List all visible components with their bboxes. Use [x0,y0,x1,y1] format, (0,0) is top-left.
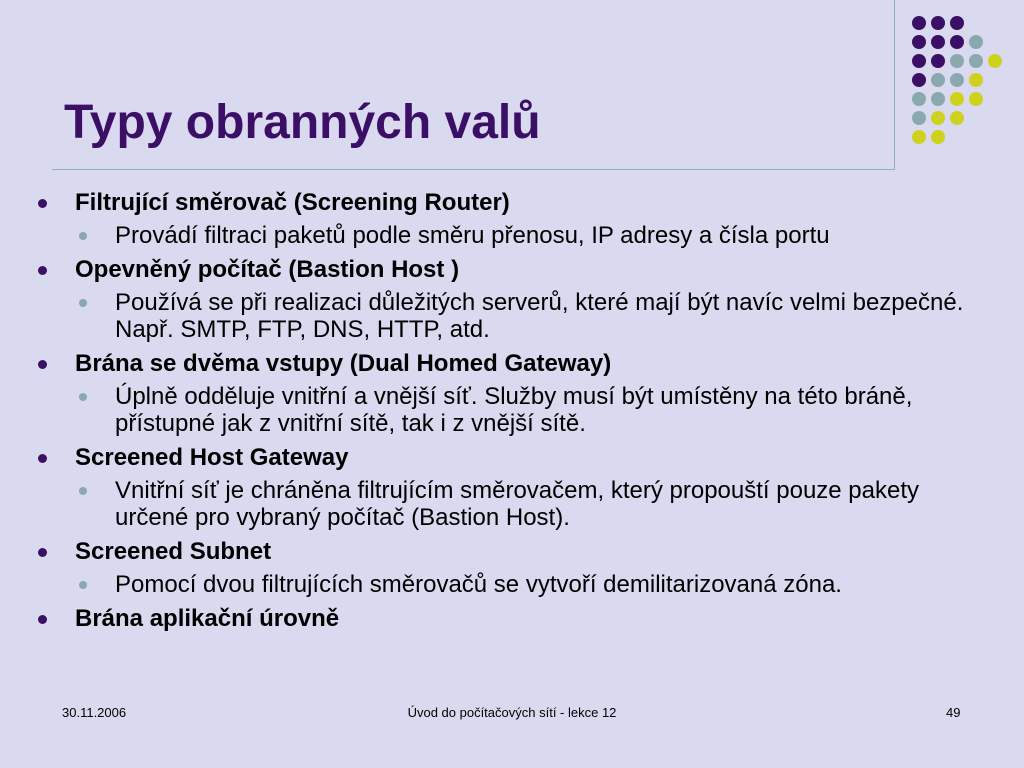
dot-purple [912,16,926,30]
dot-yellow [969,92,983,106]
bullet-dot-icon [38,615,47,624]
dot-purple [950,16,964,30]
list-item-detail-text: Používá se při realizaci důležitých serverů, které mají být navíc velmi bezpečné. Např. SMTP, FTP, DNS, HTTP, atd. [115,289,964,343]
dot-teal [912,111,926,125]
sub-bullet-dot-icon [79,232,87,240]
dot-teal [950,73,964,87]
list-item-detail [38,571,998,598]
dot-yellow [931,111,945,125]
dot-purple [931,16,945,30]
footer-title: Úvod do počítačových sítí - lekce 12 [407,705,617,720]
dot-yellow [912,130,926,144]
dot-teal [931,92,945,106]
dot-purple [950,35,964,49]
list-item-detail-text: Provádí filtraci paketů podle směru přenosu, IP adresy a čísla portu [115,222,830,249]
dot-yellow [969,73,983,87]
list-item-heading-text: Screened Subnet [75,538,272,565]
list-item-detail-text: Vnitřní síť je chráněna filtrujícím směrovačem, který propouští pouze pakety určené pro vybraný počítač (Bastion Host). [115,477,920,531]
dot-teal [969,35,983,49]
sub-bullet-dot-icon [79,393,87,401]
footer-page-number: 49 [946,705,961,720]
dot-yellow [988,54,1002,68]
sub-bullet-dot-icon [79,299,87,307]
list-item-heading-text: Brána aplikační úrovně [75,605,340,632]
list-item-heading-text: Brána se dvěma vstupy (Dual Homed Gateway) [75,350,612,377]
dot-yellow [931,130,945,144]
list-item-heading [38,349,998,379]
dot-purple [931,35,945,49]
dot-purple [912,35,926,49]
list-item-heading [38,255,998,285]
list-item-heading [38,188,998,218]
list-item-heading-text: Filtrující směrovač (Screening Router) [75,189,510,216]
list-item-detail [38,289,998,343]
dot-teal [912,92,926,106]
list-item-detail [38,383,998,437]
title-frame-vertical-line [894,0,895,170]
dot-teal [969,54,983,68]
list-item-detail [38,222,998,249]
bullet-dot-icon [38,360,47,369]
list-item-heading [38,443,998,473]
dot-purple [931,54,945,68]
dot-teal [931,73,945,87]
sub-bullet-dot-icon [79,581,87,589]
list-item-detail-text: Pomocí dvou filtrujících směrovačů se vytvoří demilitarizovaná zóna. [115,571,842,598]
list-item-detail-text: Úplně odděluje vnitřní a vnější síť. Služby musí být umístěny na této bráně, přístupné jak z vnitřní sítě, tak i z vnější sítě. [115,383,913,437]
sub-bullet-dot-icon [79,487,87,495]
bullet-dot-icon [38,266,47,275]
dot-purple [912,54,926,68]
dot-purple [912,73,926,87]
list-item-heading [38,537,998,567]
bullet-dot-icon [38,454,47,463]
title-frame-horizontal-line [52,169,895,170]
footer-date: 30.11.2006 [62,705,127,720]
bullet-dot-icon [38,548,47,557]
bullet-dot-icon [38,199,47,208]
list-item-heading-text: Screened Host Gateway [75,444,349,471]
dot-yellow [950,92,964,106]
dot-yellow [950,111,964,125]
slide-title: Typy obranných valů [64,96,541,149]
list-item-detail [38,477,998,531]
bullet-list [38,188,998,638]
dot-teal [950,54,964,68]
list-item-heading-text: Opevněný počítač (Bastion Host ) [75,256,460,283]
list-item-heading [38,604,998,634]
